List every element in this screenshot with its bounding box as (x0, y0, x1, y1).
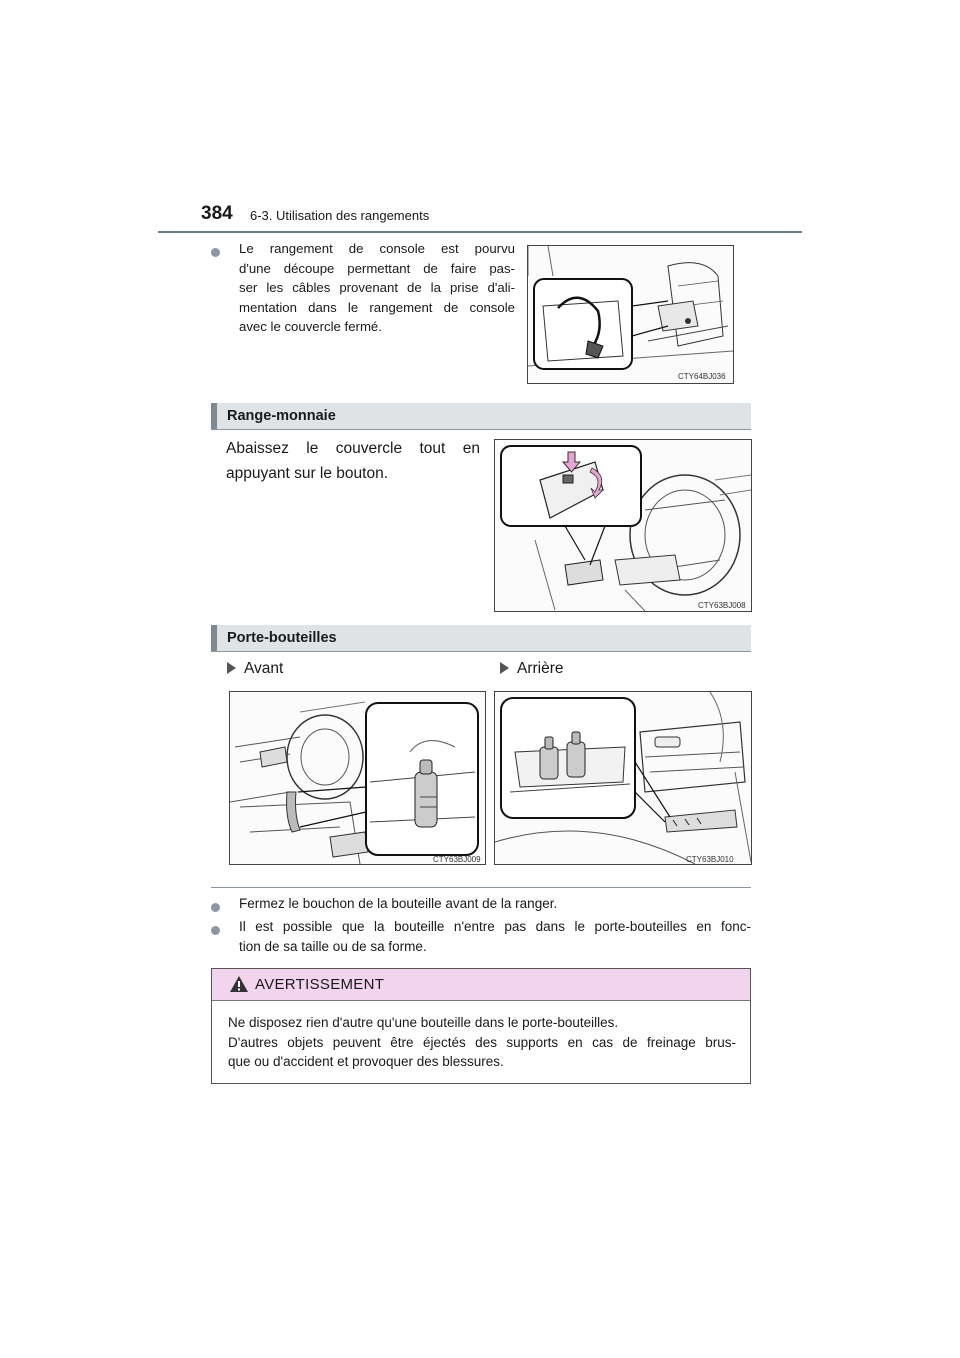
intro-bullet-text (239, 239, 515, 337)
note-bullet-1: Fermez le bouchon de la bouteille avant de la ranger. (239, 896, 558, 911)
front-bottle-holder-illustration (229, 691, 486, 865)
intro-line: d'une découpe permettant de faire pas- (239, 260, 515, 276)
label-front (227, 660, 283, 678)
bullet-dot (211, 244, 220, 262)
triangle-right-icon (500, 662, 509, 674)
intro-line: mentation dans le rangement de console (239, 299, 515, 315)
rear-bottle-holder-illustration (494, 691, 752, 865)
section-title: Porte-bouteilles (227, 630, 337, 646)
warning-text (228, 1013, 736, 1072)
intro-line: ser les câbles provenant de la prise d'ali- (239, 280, 515, 295)
bullet-dot (211, 922, 220, 940)
warning-line: que ou d'accident et provoquer des blessures. (228, 1054, 504, 1069)
section-rule (211, 429, 751, 430)
warning-line: D'autres objets peuvent être éjectés des supports en cas de freinage brus- (228, 1034, 736, 1050)
coin-holder-illustration (494, 439, 752, 612)
notes-rule (211, 887, 751, 888)
section-title: Range-monnaie (227, 408, 336, 424)
section-header-range-monnaie (211, 403, 751, 430)
label-rear (500, 660, 564, 678)
figure-code: CTY64BJ036 (678, 372, 726, 381)
page-number: 384 (201, 203, 233, 224)
header-rule (158, 231, 802, 233)
intro-line: avec le couvercle fermé. (239, 319, 382, 334)
warning-title: AVERTISSEMENT (255, 976, 385, 993)
console-cutout-illustration (527, 245, 734, 384)
chapter-title: 6-3. Utilisation des rangements (250, 208, 430, 223)
warning-header (212, 969, 750, 1001)
warning-triangle-icon (229, 975, 249, 998)
instruction-line: Abaissez le couvercle tout en (226, 440, 480, 457)
note-line: Il est possible que la bouteille n'entre pas dans le porte-bouteilles en fonc- (239, 919, 751, 934)
instruction-line: appuyant sur le bouton. (226, 465, 389, 482)
warning-line: Ne disposez rien d'autre qu'une bouteille dans le porte-bouteilles. (228, 1015, 619, 1030)
front-label-text: Avant (244, 660, 284, 677)
figure-code: CTY63BJ009 (433, 855, 481, 864)
note-line: tion de sa taille ou de sa forme. (239, 938, 427, 954)
figure-code: CTY63BJ010 (686, 855, 734, 864)
section-header-porte-bouteilles (211, 625, 751, 652)
intro-line: Le rangement de console est pourvu (239, 241, 515, 256)
rear-label-text: Arrière (517, 660, 564, 677)
triangle-right-icon (227, 662, 236, 674)
warning-box (211, 968, 751, 1084)
figure-code: CTY63BJ008 (698, 601, 746, 610)
note-bullet-2 (239, 917, 751, 956)
section-rule (211, 651, 751, 652)
range-monnaie-instructions (226, 436, 480, 486)
bullet-dot (211, 899, 220, 917)
